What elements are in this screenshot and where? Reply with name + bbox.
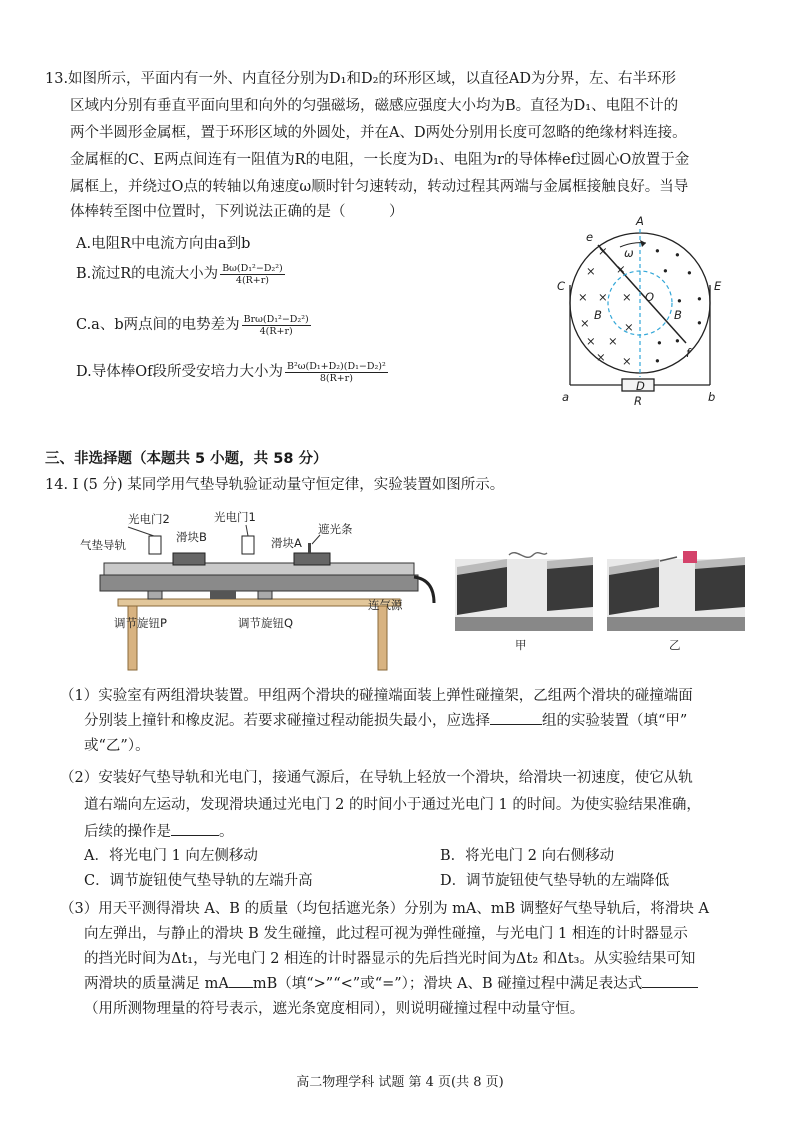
q13-option-c-text: C.a、b两点间的电势差为 <box>76 317 240 333</box>
q13-option-d <box>76 360 388 384</box>
dot-mark: • <box>674 248 681 262</box>
answer-blank-1[interactable] <box>490 723 542 725</box>
answer-blank-2[interactable] <box>171 834 219 836</box>
q14-p2-line-3 <box>84 819 234 846</box>
air-track-base <box>100 575 418 591</box>
label-resistor-r: R <box>634 394 642 408</box>
cross-mark: × <box>598 290 608 304</box>
q13-circuit-figure <box>550 215 750 410</box>
leader-shade <box>312 535 320 544</box>
yi-plasticine <box>683 551 697 563</box>
cross-mark: × <box>608 334 618 348</box>
jia-slider-right <box>547 563 593 611</box>
answer-blank-4[interactable] <box>642 986 698 988</box>
label-gate-2: 光电门2 <box>128 512 170 526</box>
label-c-point: C <box>557 279 566 293</box>
q14-p2-line-2: 道右端向左运动，发现滑块通过光电门 2 的时间小于通过光电门 1 的时间。为使实验结果准确， <box>84 797 701 813</box>
photogate-2 <box>149 536 161 554</box>
label-terminal-a: a <box>562 390 570 404</box>
label-a-point: A <box>636 215 644 228</box>
shade-strip <box>308 543 311 553</box>
q14-p2-option-a: A．将光电门 1 向左侧移动 <box>84 848 258 864</box>
fraction-numerator: Bω(D₁²−D₂²) <box>222 262 283 274</box>
slider-b <box>173 553 205 565</box>
q13-option-d-text: D.导体棒Of段所受安培力大小为 <box>76 364 283 380</box>
dot-mark: • <box>696 292 703 306</box>
q14-p1-line-2-a: 分别装上撞针和橡皮泥。若要求碰撞过程动能损失最小，应选择 <box>84 713 490 729</box>
q13-option-b-fraction <box>220 263 285 286</box>
q14-p1-line-2-b: 组的实验装置（填“甲” <box>542 713 688 729</box>
q14-p3-line-1: （3）用天平测得滑块 A、B 的质量（均包括遮光条）分别为 mA、mB 调整好气垫导轨后，将滑块 A <box>60 901 709 917</box>
q13-option-c <box>76 313 311 337</box>
q14-p3-line-3: 的挡光时间为Δt₁，与光电门 2 相连的计时器显示的先后挡光时间为Δt₂ 和Δt₃。从实验结果可知 <box>84 951 696 967</box>
label-knob-p: 调节旋钮P <box>114 616 167 630</box>
dot-mark: • <box>654 354 661 368</box>
q14-p2-line-3-b: 。 <box>219 824 234 840</box>
label-e-point: E <box>714 279 722 293</box>
q14-p3-line-4-a: 两滑块的质量满足 mA <box>84 976 229 992</box>
cross-mark: × <box>580 316 590 330</box>
q14-p3-line-4 <box>84 971 698 998</box>
label-air-track: 气垫导轨 <box>80 538 126 552</box>
slider-photos-figure <box>455 545 755 655</box>
label-jia: 甲 <box>515 638 527 652</box>
q14-p1-line-2 <box>84 708 687 735</box>
knob-q <box>258 591 272 599</box>
slider-a <box>294 553 330 565</box>
knob-p <box>148 591 162 599</box>
q14-p2-option-b: B．将光电门 2 向右侧移动 <box>440 848 615 864</box>
cross-mark: × <box>622 290 632 304</box>
q13-line-1: 13.如图所示，平面内有一外、内直径分别为D₁和D₂的环形区域，以直径AD为分界，左、右半环形 <box>45 71 677 87</box>
fraction-denominator: 4(R+r) <box>235 274 270 286</box>
label-shade-strip: 遮光条 <box>318 522 353 536</box>
label-slider-b: 滑块B <box>176 530 207 544</box>
fraction-numerator: B²ω(D₁+D₂)(D₁−D₂)² <box>286 360 386 372</box>
q14-p1-line-1: （1）实验室有两组滑块装置。甲组两个滑块的碰撞端面装上弹性碰撞架，乙组两个滑块的碰撞端面 <box>60 688 693 704</box>
dot-mark: • <box>662 264 669 278</box>
label-rod-end-f: f <box>686 346 691 360</box>
cross-mark: × <box>622 354 632 368</box>
label-center-o: O <box>645 290 655 304</box>
fraction-numerator: Brω(D₁²−D₂²) <box>243 313 309 325</box>
label-terminal-b: b <box>708 390 716 404</box>
photogate-1 <box>242 536 254 554</box>
table-top <box>118 599 400 606</box>
label-air-source: 连气源 <box>368 598 403 612</box>
q13-option-d-fraction <box>285 361 388 384</box>
omega-arrow-head <box>640 240 646 247</box>
track-support <box>210 591 236 599</box>
q14-p2-line-3-a: 后续的操作是 <box>84 824 171 840</box>
cross-mark: × <box>586 264 596 278</box>
yi-track <box>607 617 745 631</box>
q14-p1-line-3: 或“乙”）。 <box>84 738 150 754</box>
dot-mark: • <box>686 266 693 280</box>
q13-option-c-fraction <box>242 314 311 337</box>
leader-gate-1 <box>246 525 248 536</box>
q13-option-a: A.电阻R中电流方向由a到b <box>76 236 251 252</box>
yi-slider-right <box>695 563 745 611</box>
q13-line-3: 两个半圆形金属框，置于环形区域的外圆处，并在A、D两处分别用长度可忽略的绝缘材料连接。 <box>70 125 687 141</box>
answer-blank-3[interactable] <box>229 986 253 988</box>
fraction-denominator: 8(R+r) <box>319 372 353 384</box>
label-field-b-right: B <box>674 308 682 322</box>
label-slider-a: 滑块A <box>271 536 302 550</box>
jia-track <box>455 617 593 631</box>
label-yi: 乙 <box>669 638 681 652</box>
q13-line-5: 属框上，并绕过O点的转轴以角速度ω顺时针匀速转动，转动过程其两端与金属框接触良好。当导 <box>70 179 689 195</box>
label-knob-q: 调节旋钮Q <box>238 616 294 630</box>
dot-mark: • <box>654 244 661 258</box>
dot-mark: • <box>676 294 683 308</box>
cross-mark: × <box>586 334 596 348</box>
q13-option-b-text: B.流过R的电流大小为 <box>76 266 219 282</box>
cross-mark: × <box>596 350 606 364</box>
q14-p2-option-d: D．调节旋钮使气垫导轨的左端降低 <box>440 873 670 889</box>
dot-mark: • <box>656 336 663 350</box>
cross-mark: × <box>616 262 626 276</box>
leader-gate-2 <box>128 527 154 536</box>
table-leg-right <box>378 606 387 670</box>
air-track-apparatus-figure <box>78 505 438 675</box>
dot-mark: • <box>674 334 681 348</box>
q14-p3-line-5: （用所测物理量的符号表示，遮光条宽度相同），则说明碰撞过程中动量守恒。 <box>84 1001 585 1017</box>
label-omega: ω <box>624 246 634 260</box>
label-d-point: D <box>636 379 645 393</box>
q14-intro: 14. I (5 分) 某同学用气垫导轨验证动量守恒定律，实验装置如图所示。 <box>45 477 505 493</box>
air-track-rail <box>104 563 414 575</box>
cross-mark: × <box>598 244 608 258</box>
section-3-heading: 三、非选择题（本题共 5 小题，共 58 分） <box>45 451 328 467</box>
q14-p2-option-c: C．调节旋钮使气垫导轨的左端升高 <box>84 873 313 889</box>
q13-line-2: 区域内分别有垂直平面向里和向外的匀强磁场，磁感应强度大小均为B。直径为D₁、电阻不计的 <box>70 98 679 114</box>
label-field-b-left: B <box>594 308 602 322</box>
label-gate-1: 光电门1 <box>214 510 256 524</box>
q14-p3-line-4-b: mB（填“>”“<”或“=”）；滑块 A、B 碰撞过程中满足表达式 <box>252 976 643 992</box>
dot-mark: • <box>696 316 703 330</box>
fraction-denominator: 4(R+r) <box>259 325 293 337</box>
q14-p2-line-1: （2）安装好气垫导轨和光电门，接通气源后，在导轨上轻放一个滑块，给滑块一初速度，使它从轨 <box>60 770 693 786</box>
page-footer: 高二物理学科 试题 第 4 页(共 8 页) <box>296 1075 504 1090</box>
q13-line-6: 体棒转至图中位置时，下列说法正确的是（ ） <box>70 204 404 220</box>
q13-option-b <box>76 262 285 286</box>
q14-p3-line-2: 向左弹出，与静止的滑块 B 发生碰撞，此过程可视为弹性碰撞，与光电门 1 相连的计时器显示 <box>84 926 688 942</box>
cross-mark: × <box>624 320 634 334</box>
jia-spring-bumper <box>509 553 547 558</box>
q13-line-4: 金属框的C、E两点间连有一阻值为R的电阻，一长度为D₁、电阻为r的导体棒ef过圆心O放置于金 <box>70 152 690 168</box>
conductor-rod-ef <box>598 245 686 343</box>
label-rod-end-e: e <box>586 230 594 244</box>
cross-mark: × <box>578 290 588 304</box>
